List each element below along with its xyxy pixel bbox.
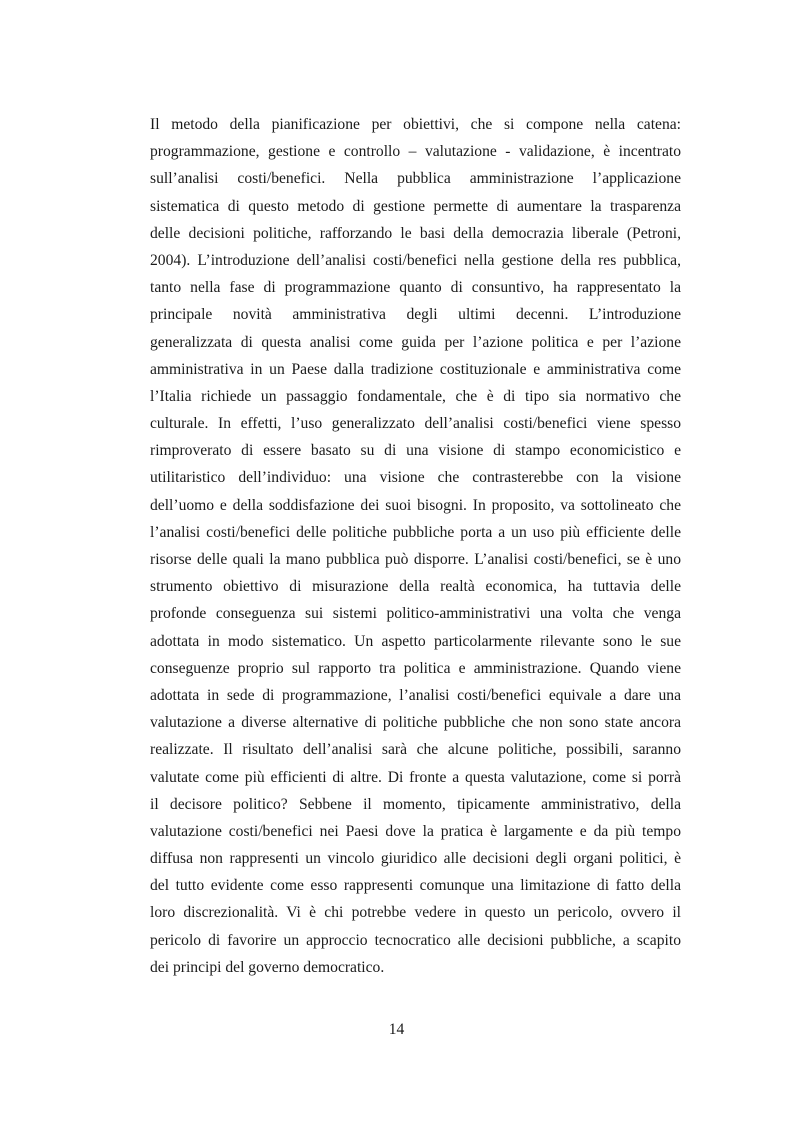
paragraph-line: profonde conseguenza sui sistemi politico-amministrativi una volta che venga <box>150 605 681 623</box>
paragraph-line: risorse delle quali la mano pubblica può disporre. L’analisi costi/benefici, se è uno <box>150 551 681 568</box>
paragraph-line: amministrativa in un Paese dalla tradizione costituzionale e amministrativa come <box>150 360 681 378</box>
paragraph-line: 2004). L’introduzione dell’analisi costi/benefici nella gestione della res pubblica, <box>150 251 681 269</box>
paragraph-line: dei principi del governo democratico. <box>150 958 385 976</box>
paragraph-line: dell’uomo e della soddisfazione dei suoi bisogni. In proposito, va sottolineato che <box>150 496 681 514</box>
paragraph-line: diffusa non rappresenti un vincolo giuridico alle decisioni degli organi politici, è <box>150 850 681 868</box>
paragraph-line: adottata in sede di programmazione, l’analisi costi/benefici equivale a dare una <box>150 686 681 704</box>
paragraph-line: delle decisioni politiche, rafforzando le basi della democrazia liberale (Petroni, <box>150 224 681 242</box>
paragraph-line: strumento obiettivo di misurazione della realtà economica, ha tuttavia delle <box>150 578 681 596</box>
paragraph-line: principale novità amministrativa degli ultimi decenni. L’introduzione <box>150 306 681 324</box>
paragraph-line: generalizzata di questa analisi come guida per l’azione politica e per l’azione <box>150 333 681 351</box>
body-paragraph <box>150 111 681 981</box>
paragraph-line: l’analisi costi/benefici delle politiche pubbliche porta a un uso più efficiente delle <box>150 523 681 541</box>
paragraph-line: loro discrezionalità. Vi è chi potrebbe vedere in questo un pericolo, ovvero il <box>150 904 681 922</box>
paragraph-line: valutazione a diverse alternative di politiche pubbliche che non sono state ancora <box>150 714 681 732</box>
paragraph-line: realizzate. Il risultato dell’analisi sarà che alcune politiche, possibili, saranno <box>150 741 681 759</box>
paragraph-line: rimproverato di essere basato su di una visione di stampo economicistico e <box>150 442 681 460</box>
paragraph-line: il decisore politico? Sebbene il momento, tipicamente amministrativo, della <box>150 795 681 813</box>
paragraph-line: culturale. In effetti, l’uso generalizzato dell’analisi costi/benefici viene spesso <box>150 415 681 433</box>
paragraph-line: pericolo di favorire un approccio tecnocratico alle decisioni pubbliche, a scapito <box>150 931 681 949</box>
paragraph-line: Il metodo della pianificazione per obiettivi, che si compone nella catena: <box>150 116 681 133</box>
paragraph-line: sull’analisi costi/benefici. Nella pubblica amministrazione l’applicazione <box>150 170 681 188</box>
paragraph-line: utilitaristico dell’individuo: una visione che contrasterebbe con la visione <box>150 469 681 487</box>
paragraph-line: l’Italia richiede un passaggio fondamentale, che è di tipo sia normativo che <box>150 387 681 405</box>
paragraph-line: programmazione, gestione e controllo – valutazione - validazione, è incentrato <box>150 143 681 161</box>
paragraph-line: tanto nella fase di programmazione quanto di consuntivo, ha rappresentato la <box>150 279 681 297</box>
page-number: 14 <box>388 1021 405 1038</box>
paragraph-line: sistematica di questo metodo di gestione permette di aumentare la trasparenza <box>150 197 681 215</box>
paragraph-line: del tutto evidente come esso rappresenti comunque una limitazione di fatto della <box>150 877 681 895</box>
paragraph-line: conseguenze proprio sul rapporto tra politica e amministrazione. Quando viene <box>150 659 681 677</box>
paragraph-line: adottata in modo sistematico. Un aspetto particolarmente rilevante sono le sue <box>150 632 681 650</box>
paragraph-line: valutate come più efficienti di altre. Di fronte a questa valutazione, come si porrà <box>150 768 681 786</box>
paragraph-line: valutazione costi/benefici nei Paesi dove la pratica è largamente e da più tempo <box>150 822 681 840</box>
